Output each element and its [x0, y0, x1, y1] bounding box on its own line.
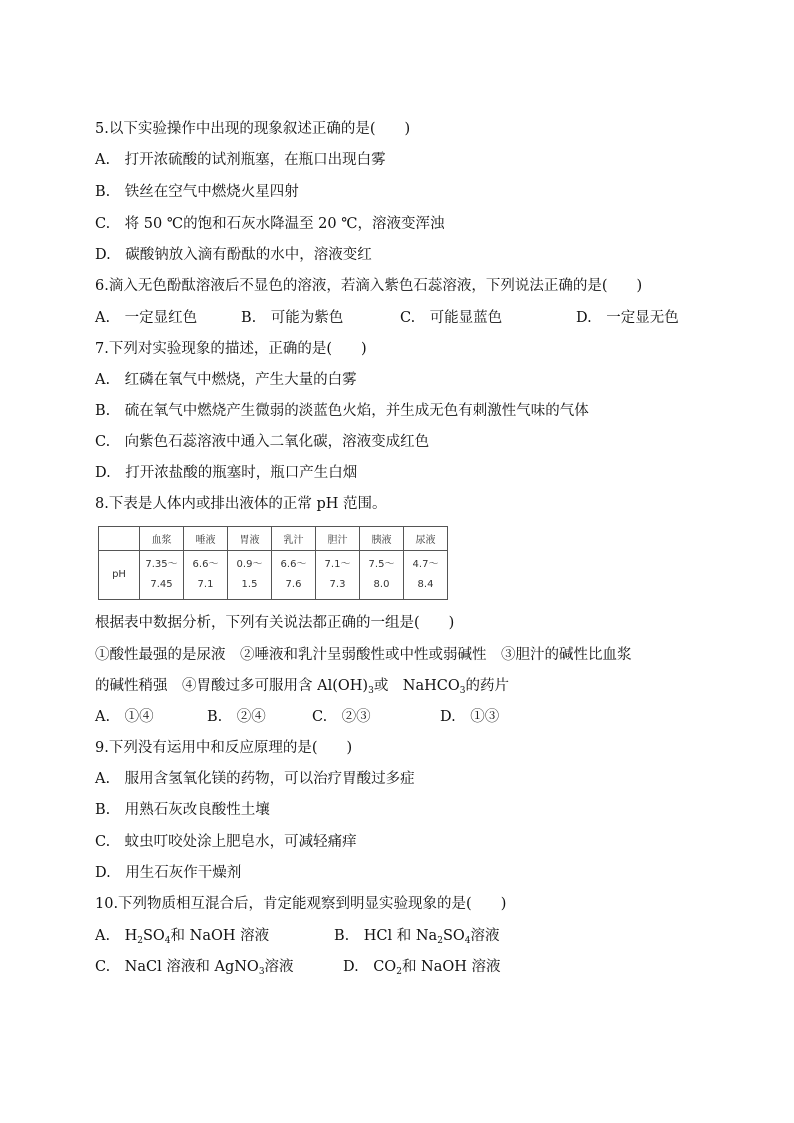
- ph-col-header: 胃液: [228, 527, 272, 551]
- q10-b-suffix: 溶液: [470, 928, 500, 944]
- q9-option-d: D. 用生石灰作干燥剂: [95, 865, 242, 881]
- q6-stem: 6.滴入无色酚酞溶液后不显色的溶液，若滴入紫色石蕊溶液，下列说法正确的是( ): [95, 278, 643, 294]
- ph-col-header: 尿液: [404, 527, 448, 551]
- q6-option-d: D. 一定显无色: [576, 310, 679, 326]
- ph-low: 7.5～: [368, 559, 395, 570]
- ph-col-header: 胰液: [360, 527, 404, 551]
- q8-option-d: D. ①③: [440, 709, 500, 725]
- q7-option-b: B. 硫在氧气中燃烧产生微弱的淡蓝色火焰，并生成无色有刺激性气味的气体: [95, 403, 589, 419]
- q8-option-a: A. ①④: [95, 709, 154, 725]
- ph-high: 7.1: [197, 579, 214, 590]
- ph-col-header: 胆汁: [316, 527, 360, 551]
- ph-col-header: 唾液: [184, 527, 228, 551]
- q8-statements-line2: [95, 676, 509, 701]
- q10-option-b: [334, 926, 500, 951]
- ph-row-header: pH: [99, 551, 140, 600]
- q5-option-d: D. 碳酸钠放入滴有酚酞的水中，溶液变红: [95, 247, 372, 263]
- ph-range-cell: [140, 551, 184, 600]
- q7-stem: 7.下列对实验现象的描述，正确的是( ): [95, 341, 367, 357]
- ph-col-header: 乳汁: [272, 527, 316, 551]
- ph-low: 4.7～: [412, 559, 439, 570]
- ph-high: 7.45: [150, 579, 173, 590]
- q10-option-a: [95, 926, 269, 951]
- q10-c-prefix: C. NaCl 溶液和 AgNO: [95, 959, 259, 975]
- q6-option-c: C. 可能显蓝色: [400, 310, 503, 326]
- ph-low: 6.6～: [192, 559, 219, 570]
- q10-a-suffix: 和 NaOH 溶液: [170, 928, 270, 944]
- ph-range-cell: [316, 551, 360, 600]
- q10-a-prefix: A. H: [95, 928, 138, 944]
- q8-analysis: 根据表中数据分析，下列有关说法都正确的一组是( ): [95, 615, 455, 631]
- q9-option-b: B. 用熟石灰改良酸性土壤: [95, 802, 270, 818]
- q10-option-c: [95, 957, 294, 982]
- ph-high: 8.0: [373, 579, 390, 590]
- q8-s2-sub2: 3: [459, 686, 466, 696]
- q6-option-b: B. 可能为紫色: [241, 310, 344, 326]
- ph-high: 8.4: [417, 579, 434, 590]
- ph-high: 1.5: [241, 579, 258, 590]
- ph-high: 7.3: [329, 579, 346, 590]
- ph-high: 7.6: [285, 579, 302, 590]
- ph-table-value-row: [99, 551, 448, 600]
- q8-s2-a: 的碱性稍强 ④胃酸过多可服用含 Al(OH): [95, 678, 369, 694]
- ph-table: [98, 526, 448, 600]
- q8-s2-b: 或 NaHCO: [373, 678, 460, 694]
- q5-option-a: A. 打开浓硫酸的试剂瓶塞，在瓶口出现白雾: [95, 152, 386, 168]
- ph-range-cell: [184, 551, 228, 600]
- ph-low: 7.35～: [145, 559, 178, 570]
- ph-table-header-row: [99, 527, 448, 551]
- q8-stem: 8.下表是人体内或排出液体的正常 pH 范围。: [95, 496, 387, 512]
- q10-d-prefix: D. CO: [343, 959, 397, 975]
- q5-stem: 5.以下实验操作中出现的现象叙述正确的是( ): [95, 121, 411, 137]
- ph-range-cell: [228, 551, 272, 600]
- q10-b-sub2: 4: [464, 936, 471, 946]
- q10-b-sub1: 2: [437, 936, 443, 946]
- ph-range-cell: [404, 551, 448, 600]
- q10-d-sub1: 2: [396, 967, 402, 977]
- ph-range-cell: [272, 551, 316, 600]
- q10-a-mid: SO: [142, 928, 165, 944]
- ph-low: 0.9～: [236, 559, 263, 570]
- q10-a-sub2: 4: [164, 936, 171, 946]
- q6-option-a: A. 一定显红色: [95, 310, 198, 326]
- q8-statements-line1: ①酸性最强的是尿液 ②唾液和乳汁呈弱酸性或中性或弱碱性 ③胆汁的碱性比血浆: [95, 647, 632, 663]
- q10-stem: 10.下列物质相互混合后，肯定能观察到明显实验现象的是( ): [95, 896, 507, 912]
- q9-option-a: A. 服用含氢氧化镁的药物，可以治疗胃酸过多症: [95, 771, 415, 787]
- ph-range-cell: [360, 551, 404, 600]
- q10-b-prefix: B. HCl 和 Na: [334, 928, 438, 944]
- q8-option-b: B. ②④: [207, 709, 266, 725]
- q10-a-sub1: 2: [137, 936, 143, 946]
- q10-option-d: [343, 957, 501, 982]
- ph-col-header: 血浆: [140, 527, 184, 551]
- q9-option-c: C. 蚊虫叮咬处涂上肥皂水，可减轻痛痒: [95, 834, 357, 850]
- q7-option-d: D. 打开浓盐酸的瓶塞时，瓶口产生白烟: [95, 465, 358, 481]
- q9-stem: 9.下列没有运用中和反应原理的是( ): [95, 740, 353, 756]
- q8-option-c: C. ②③: [312, 709, 371, 725]
- q10-c-suffix: 溶液: [264, 959, 294, 975]
- q8-s2-sub1: 3: [368, 686, 374, 696]
- q7-option-a: A. 红磷在氧气中燃烧，产生大量的白雾: [95, 372, 357, 388]
- q5-option-b: B. 铁丝在空气中燃烧火星四射: [95, 184, 299, 200]
- q8-s2-c: 的药片: [465, 678, 510, 694]
- q10-b-mid: SO: [442, 928, 465, 944]
- ph-table-corner: [99, 527, 140, 551]
- q5-option-c: C. 将 50 ℃的饱和石灰水降温至 20 ℃，溶液变浑浊: [95, 216, 445, 232]
- ph-low: 7.1～: [324, 559, 351, 570]
- ph-low: 6.6～: [280, 559, 307, 570]
- q7-option-c: C. 向紫色石蕊溶液中通入二氧化碳，溶液变成红色: [95, 434, 430, 450]
- q10-d-suffix: 和 NaOH 溶液: [401, 959, 501, 975]
- q10-c-sub1: 3: [258, 967, 265, 977]
